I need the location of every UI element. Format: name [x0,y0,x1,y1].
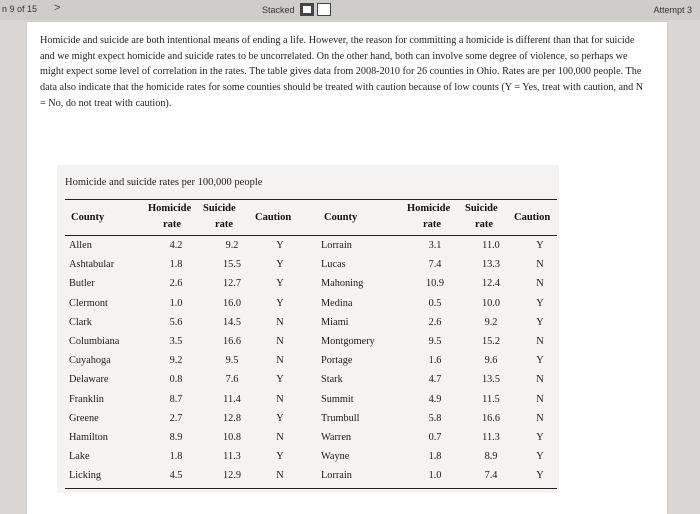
table-bottom-rule [65,488,557,489]
county-right: Wayne [321,451,350,463]
county-right: Warren [321,431,352,443]
county-left: Allen [69,240,92,251]
county-right: Medina [321,297,353,309]
homicide-right: 1.6 [428,355,442,367]
header-suicide-right: Suicide [465,203,498,214]
suicide-left: 11.3 [223,451,241,463]
suicide-right: 15.2 [481,335,501,347]
next-question-icon[interactable]: > [54,2,61,14]
suicide-right: 11.0 [482,240,500,251]
county-left: Ashtabular [69,259,115,271]
caution-right: Y [536,355,544,367]
stacked-label: Stacked [262,4,295,15]
suicide-left: 11.4 [223,393,241,405]
caution-right: N [536,393,544,405]
homicide-left: 2.7 [169,412,183,424]
county-left: Columbiana [69,335,120,347]
county-left: Licking [69,470,102,482]
header-homicide-rate-left: rate [163,219,182,230]
caution-left: Y [276,240,284,251]
homicide-right: 10.9 [425,278,445,290]
caution-right: N [536,278,544,290]
table-header-rule [65,235,557,236]
county-left: Butler [69,278,95,290]
homicide-left: 5.6 [169,316,183,328]
homicide-right: 5.8 [428,412,442,424]
suicide-left: 16.0 [222,297,242,309]
homicide-right: 1.0 [428,470,442,482]
caution-left: Y [276,259,284,271]
header-homicide-right: Homicide [407,203,451,214]
suicide-right: 7.4 [484,470,498,482]
suicide-right: 11.3 [482,431,500,443]
suicide-right: 11.5 [482,393,500,405]
caution-left: N [276,316,284,328]
attempt-counter: Attempt 3 [653,5,692,15]
county-left: Hamilton [69,431,108,443]
county-right: Montgomery [321,335,375,347]
suicide-left: 7.6 [225,374,239,386]
homicide-right: 1.8 [428,451,442,463]
county-right: Lorrain [321,470,352,482]
caution-right: Y [536,451,544,463]
question-card [27,22,667,514]
header-suicide-left: Suicide [203,203,236,214]
homicide-right: 0.7 [428,431,442,443]
county-left: Lake [69,451,90,463]
suicide-left: 12.9 [222,470,242,482]
top-toolbar [0,0,700,20]
header-caution-left: Caution [255,212,292,223]
table-row [65,353,557,372]
header-county-right: County [324,212,358,223]
caution-left: N [276,335,284,347]
caution-left: N [276,431,284,443]
header-county-left: County [71,212,105,223]
table-row [65,276,557,295]
county-right: Summit [321,393,354,405]
homicide-right: 4.7 [428,374,442,386]
suicide-right: 13.3 [481,259,501,271]
suicide-right: 9.2 [484,316,498,328]
suicide-left: 9.5 [225,355,239,367]
caution-left: Y [276,278,284,290]
homicide-right: 7.4 [428,259,442,271]
table-row [65,238,557,257]
header-suicide-rate-left: rate [215,219,234,230]
suicide-left: 12.8 [222,412,242,424]
county-left: Clark [69,316,92,328]
suicide-left: 10.8 [222,431,242,443]
caution-right: Y [536,470,544,482]
homicide-left: 1.8 [169,451,183,463]
homicide-left: 8.7 [169,393,183,405]
county-right: Lucas [321,259,346,271]
table-title: Homicide and suicide rates per 100,000 people [65,177,263,188]
county-right: Stark [321,374,343,386]
suicide-right: 9.6 [484,355,498,367]
data-table [57,165,559,493]
homicide-left: 8.9 [169,431,183,443]
caution-left: Y [276,297,284,309]
header-suicide-rate-right: rate [475,219,494,230]
table-row [65,392,557,411]
county-right: Miami [321,316,349,328]
header-homicide-left: Homicide [148,203,192,214]
county-left: Clermont [69,297,108,309]
suicide-right: 16.6 [481,412,501,424]
caution-left: Y [276,451,284,463]
suicide-right: 8.9 [484,451,498,463]
suicide-left: 9.2 [225,240,239,251]
table-row [65,430,557,449]
homicide-left: 1.8 [169,259,183,271]
caution-right: Y [536,316,544,328]
caution-left: N [276,393,284,405]
homicide-left: 4.5 [169,470,183,482]
stacked-view-icon[interactable] [300,3,314,16]
homicide-right: 3.1 [428,240,442,251]
table-row [65,468,557,487]
homicide-left: 0.8 [169,374,183,386]
suicide-right: 13.5 [481,374,501,386]
suicide-right: 10.0 [481,297,501,309]
county-right: Lorrain [321,240,352,251]
table-body [65,238,557,487]
county-left: Franklin [69,393,104,405]
caution-right: Y [536,297,544,309]
homicide-right: 0.5 [428,297,442,309]
table-top-rule [65,199,557,200]
suicide-left: 12.7 [222,278,242,290]
county-right: Mahoning [321,278,364,290]
homicide-right: 9.5 [428,335,442,347]
homicide-right: 2.6 [428,316,442,328]
caution-left: N [276,355,284,367]
suicide-right: 12.4 [481,278,501,290]
caution-left: N [276,470,284,482]
county-left: Greene [69,412,99,424]
table-row [65,449,557,468]
table-row [65,296,557,315]
question-text: Homicide and suicide are both intentional means of ending a life. However, the reason for committing a homicide is different than that for suicide and we might expect homicide and suicide rates to be uncorrelated. On the other hand, both can involve some degree of violence, so perhaps we might expect some level of correlation in the rates. The table gives data from 2008-2010 for 26 counties in Ohio. Rates are per 100,000 people. The data also indicate that the homicide rates for some counties should be treated with caution because of low counts (Y = Yes, treat with caution, and N = No, do not treat with caution). [40,35,644,109]
table-row [65,334,557,353]
caution-right: N [536,374,544,386]
county-right: Portage [321,355,353,367]
single-view-icon[interactable] [317,3,331,16]
caution-left: Y [276,374,284,386]
homicide-left: 4.2 [169,240,183,251]
table-row [65,315,557,334]
homicide-left: 3.5 [169,335,183,347]
caution-right: Y [536,240,544,251]
header-homicide-rate-right: rate [423,219,442,230]
county-left: Delaware [69,374,109,386]
homicide-left: 9.2 [169,355,183,367]
header-caution-right: Caution [514,212,551,223]
homicide-right: 4.9 [428,393,442,405]
caution-right: Y [536,431,544,443]
suicide-left: 16.6 [222,335,242,347]
view-toggle [262,3,334,16]
table-row [65,372,557,391]
suicide-left: 14.5 [222,316,242,328]
homicide-left: 2.6 [169,278,183,290]
caution-right: N [536,335,544,347]
county-right: Trumbull [321,412,360,424]
caution-right: N [536,412,544,424]
table-row [65,411,557,430]
question-counter: n 9 of 15 [2,4,38,14]
suicide-left: 15.5 [222,259,242,271]
homicide-left: 1.0 [169,297,183,309]
table-row [65,257,557,276]
caution-right: N [536,259,544,271]
caution-left: Y [276,412,284,424]
county-left: Cuyahoga [69,355,111,367]
